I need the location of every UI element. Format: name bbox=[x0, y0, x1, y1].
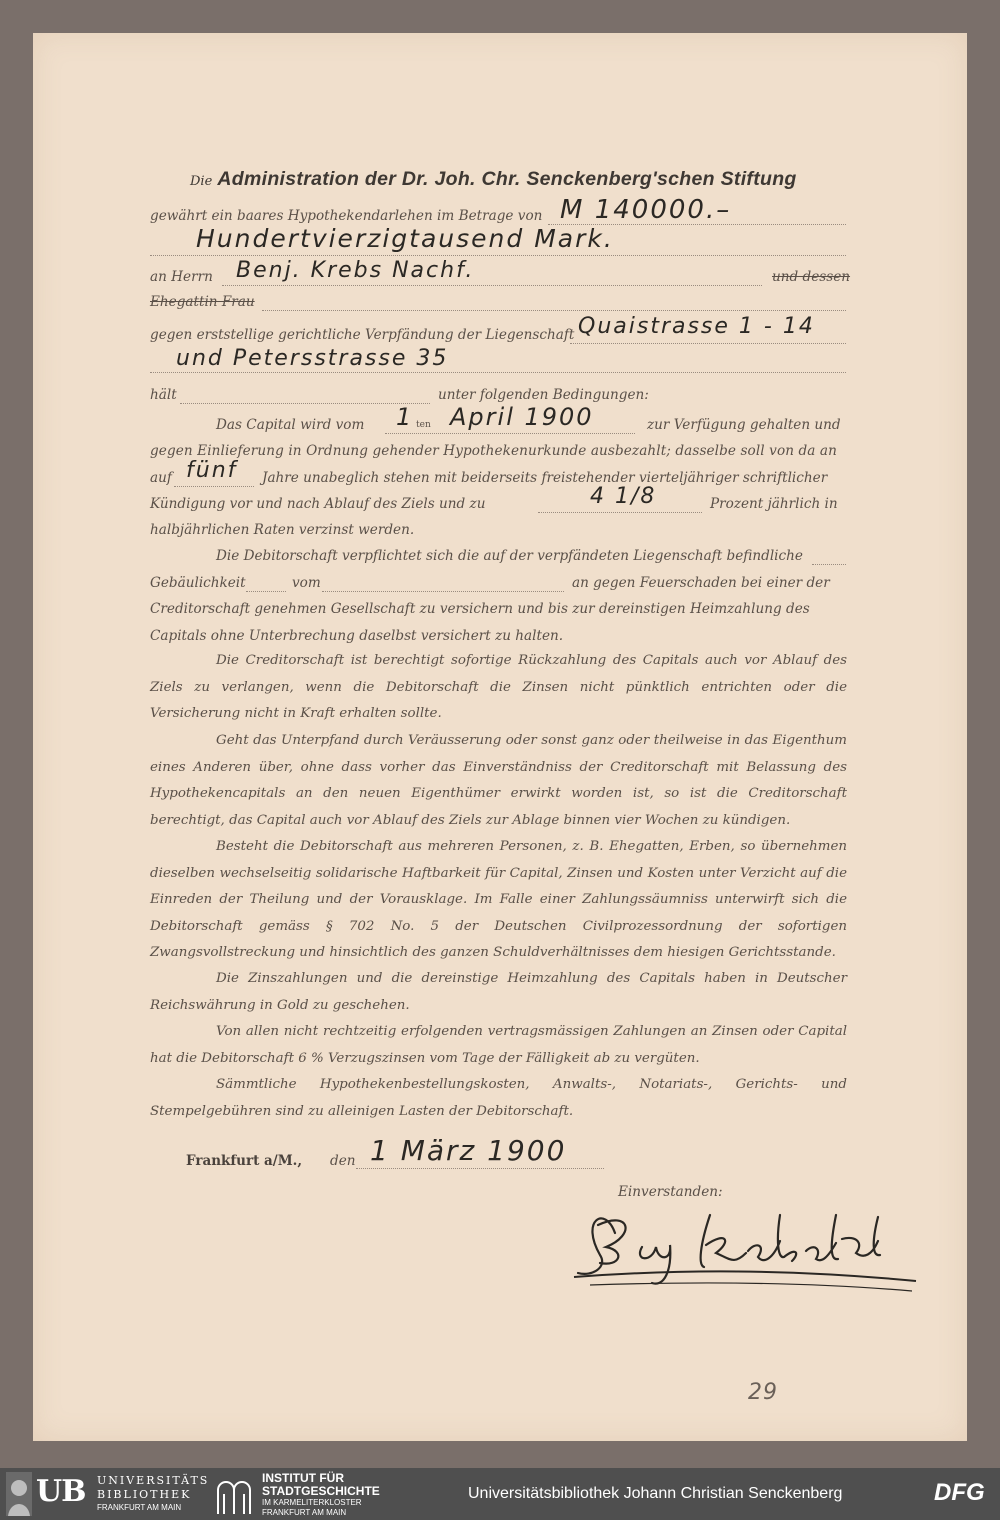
capital-text-d: Kündigung vor und nach Ablauf des Ziels und zu bbox=[150, 496, 486, 512]
dfg-logo: DFG bbox=[934, 1479, 985, 1506]
property-second-dotted-line bbox=[150, 372, 846, 373]
loan-amount-label: gewährt ein baares Hypothekendarlehen im Betrage von bbox=[150, 208, 543, 224]
clause-transfer: Geht das Unterpfand durch Veräusserung oder sonst ganz oder theilweise in das Eigenthum eines Anderen über, ohne dass vorher das Einverständniss der Creditorschaft mit Belassung des Hypothekencapitals an den neuen Eigenthümer erwirkt worden ist, so ist die Creditorschaft berechtigt, das Capital auch vor Ablauf des Ziels zur Ablage binnen vier Wochen zu kündigen. bbox=[150, 733, 847, 828]
struck-und-dessen: und dessen bbox=[772, 269, 851, 285]
title-main: Administration der Dr. Joh. Chr. Senckenberg'schen Stiftung bbox=[217, 168, 797, 190]
amount-words-dotted-line bbox=[150, 255, 846, 256]
insurance-text-c: Creditorschaft genehmen Gesellschaft zu versichern und bis zur dereinstigen Heimzahlung des bbox=[150, 601, 810, 617]
property-dotted-line bbox=[570, 343, 846, 344]
property-second-handwritten: und Petersstrasse 35 bbox=[176, 346, 449, 371]
date-den: den bbox=[330, 1153, 356, 1169]
capital-month: April 1900 bbox=[450, 403, 594, 431]
insurance-text-b3: an gegen Feuerschaden bei einer der bbox=[572, 575, 830, 591]
clause-currency: Die Zinszahlungen und die dereinstige Heimzahlung des Capitals haben in Deutscher Reichswährung in Gold zu geschehen. bbox=[150, 971, 847, 1013]
title-prefix: Die bbox=[190, 174, 213, 189]
consent-label: Einverstanden: bbox=[618, 1184, 723, 1200]
capital-years: fünf bbox=[186, 458, 238, 483]
clause-liability: Besteht die Debitorschaft aus mehreren Personen, z. B. Ehegatten, Erben, so übernehmen dieselben wechselseitig solidarische Haftbarkeit für Capital, Zinsen und Kosten unter Verzicht auf die Einreden der Theilung und der Vorausklage. Im Falle einer Zahlungssäumniss unterwirft sich die Debitorschaft gemäss § 702 No. 5 der Deutschen Civilprozessordnung der sofortigen Zwangsvollstreckung und hinsichtlich des ganzen Schuldverhältnisses dem hiesigen Gerichtsstande. bbox=[150, 839, 847, 960]
capital-day: 1 bbox=[396, 403, 414, 431]
signature bbox=[560, 1195, 930, 1305]
clause-default-interest: Von allen nicht rechtzeitig erfolgenden vertragsmässigen Zahlungen an Zinsen oder Capital hat die Debitorschaft 6 % Verzugszinsen vom Tage der Fälligkeit ab zu vergüten. bbox=[150, 1024, 847, 1066]
property-label: gegen erststellige gerichtliche Verpfändung der Liegenschaft bbox=[150, 327, 575, 343]
borrower-name: Benj. Krebs Nachf. bbox=[236, 258, 475, 283]
capital-auf: auf bbox=[150, 470, 172, 486]
capital-text-b: zur Verfügung gehalten und bbox=[647, 417, 841, 433]
isg-line1: INSTITUT FÜR bbox=[262, 1471, 344, 1485]
insurance-dotted-line-b2 bbox=[322, 591, 564, 592]
borrower-dotted-line bbox=[222, 285, 762, 286]
ub-line2: BIBLIOTHEK bbox=[97, 1488, 192, 1501]
date-handwritten: 1 März 1900 bbox=[370, 1134, 567, 1167]
capital-text-f: halbjährlichen Raten verzinst werden. bbox=[150, 522, 415, 538]
insurance-text-d: Capitals ohne Unterbrechung daselbst versichert zu halten. bbox=[150, 628, 564, 644]
isg-line3: IM KARMELITERKLOSTER bbox=[262, 1498, 362, 1507]
capital-text-line2: gegen Einlieferung in Ordnung gehender Hypothekenurkunde ausbezahlt; dasselbe soll von da an bbox=[150, 443, 837, 459]
footer-bar bbox=[0, 1468, 1000, 1520]
loan-amount-words: Hundertvierzigtausend Mark. bbox=[196, 224, 614, 253]
holds-label: hält bbox=[150, 387, 177, 403]
page-number: 29 bbox=[748, 1380, 778, 1405]
isg-line2: STADTGESCHICHTE bbox=[262, 1484, 380, 1498]
capital-day-suffix: ten bbox=[416, 420, 431, 430]
spouse-dotted-line bbox=[262, 310, 846, 311]
isg-line4: FRANKFURT AM MAIN bbox=[262, 1508, 347, 1517]
date-place: Frankfurt a/M., bbox=[186, 1153, 303, 1169]
borrower-label: an Herrn bbox=[150, 269, 213, 285]
interest-rate: 4 1/8 bbox=[590, 484, 657, 509]
ub-logo: UB bbox=[36, 1474, 86, 1509]
insurance-text-a: Die Debitorschaft verpflichtet sich die auf der verpfändeten Liegenschaft befindliche bbox=[216, 548, 803, 564]
date-dotted-line bbox=[356, 1168, 604, 1169]
capital-text-c: Jahre unabeglich stehen mit beiderseits freistehender vierteljähriger schriftlicher bbox=[262, 470, 828, 486]
isg-arches-icon bbox=[214, 1474, 254, 1514]
loan-amount-handwritten: M 140000.– bbox=[560, 195, 732, 225]
ub-line3: FRANKFURT AM MAIN bbox=[97, 1503, 182, 1512]
insurance-text-b2: vom bbox=[292, 575, 321, 591]
holds-dotted-line bbox=[180, 403, 430, 404]
clause-costs: Sämmtliche Hypothekenbestellungskosten, Anwalts-, Notariats-, Gerichts- und Stempelgebühren sind zu alleinigen Lasten der Debitorschaft. bbox=[150, 1077, 847, 1119]
document-title bbox=[190, 168, 797, 191]
conditions-heading: unter folgenden Bedingungen: bbox=[438, 387, 649, 403]
capital-text-a: Das Capital wird vom bbox=[216, 417, 365, 433]
ub-portrait-icon bbox=[6, 1472, 32, 1516]
clause-repayment: Die Creditorschaft ist berechtigt sofortige Rückzahlung des Capitals auch vor Ablauf des Ziels zu verlangen, wenn die Debitorschaft die Zinsen nicht pünktlich entrichten oder die Versicherung nicht in Kraft erhalten sollte. bbox=[150, 653, 847, 721]
rate-dotted-line bbox=[538, 512, 702, 513]
footer-library-name: Universitätsbibliothek Johann Christian Senckenberg bbox=[468, 1485, 843, 1502]
years-dotted-line bbox=[174, 486, 254, 487]
insurance-text-b1: Gebäulichkeit bbox=[150, 575, 246, 591]
struck-spouse: Ehegattin Frau bbox=[150, 294, 255, 310]
capital-text-e: Prozent jährlich in bbox=[710, 496, 838, 512]
insurance-dotted-line-a bbox=[812, 564, 846, 565]
ub-line1: UNIVERSITÄTS bbox=[97, 1474, 210, 1487]
insurance-dotted-line-b1 bbox=[246, 591, 286, 592]
property-handwritten: Quaistrasse 1 - 14 bbox=[578, 314, 815, 339]
